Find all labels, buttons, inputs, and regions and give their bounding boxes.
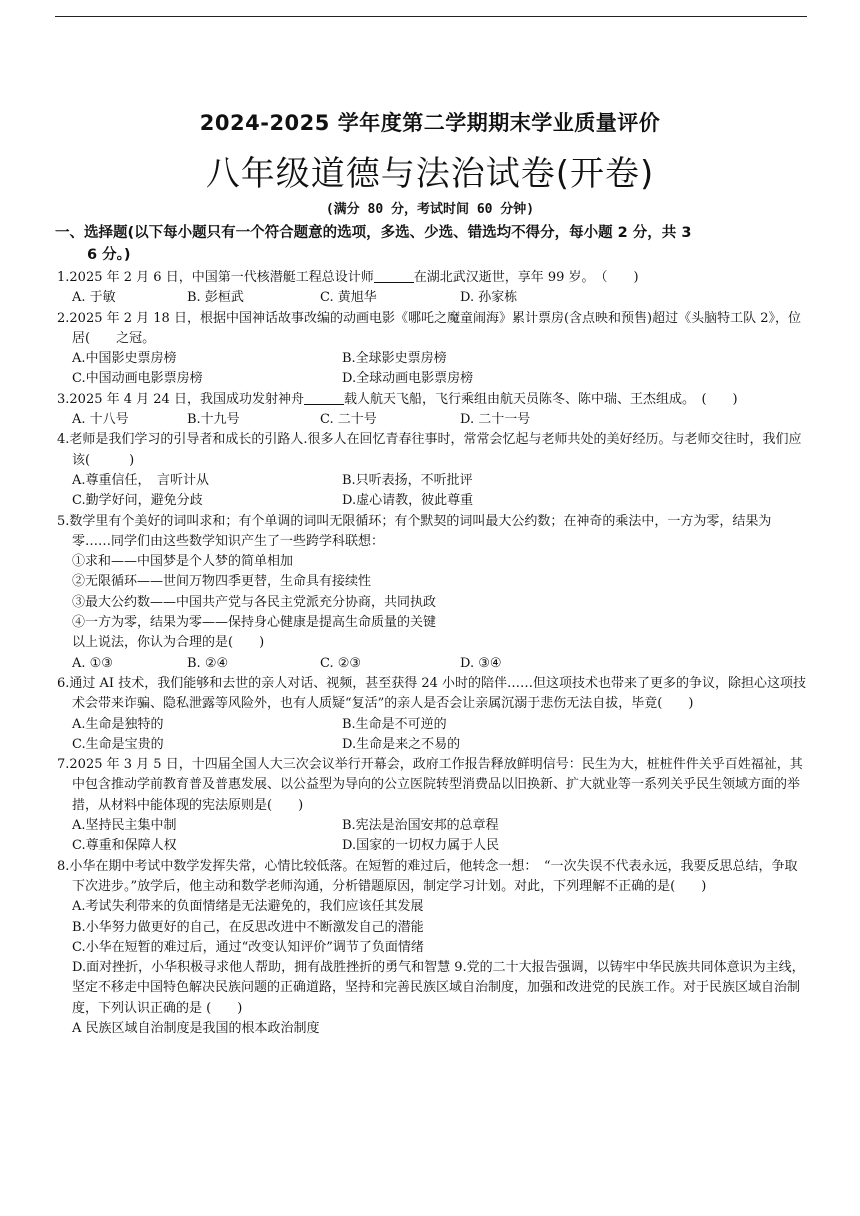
option-grid [57,471,807,512]
option-b: B.生命是不可逆的 [342,716,447,732]
exam-paper-title: 八年级道德与法治试卷(开卷) [205,154,655,194]
option-c: C.尊重和保障人权 [72,838,177,854]
answer-blank [304,391,344,405]
option-c: C.勤学好问，避免分歧 [72,493,203,509]
question-stem: 1.2025 年 2 月 6 日，中国第一代核潜艇工程总设计师 在湖北武汉逝世，享年 99 岁。 （ ) [57,270,639,285]
option-a: A. 十八号 [72,412,129,428]
option-c: C.中国动画电影票房榜 [72,371,203,387]
question-3 [57,390,807,431]
question-5 [57,512,807,674]
option-c: C.小华在短暂的难过后，通过“改变认知评价”调节了负面情绪 [72,939,424,955]
question-stem: 3.2025 年 4 月 24 日，我国成功发射神舟 载人航天飞船，飞行乘组由航天员陈冬、陈中瑞、王杰组成。 ( ) [57,391,738,407]
option-row [57,288,807,308]
option-row [57,410,807,430]
statement-item: ②无限循环——世间万物四季更替，生命具有接续性 [72,574,372,590]
option-a: A. 于敏 [72,290,116,306]
option-a: A.中国影史票房榜 [72,351,177,367]
section-heading-line1: 一、选择题(以下每小题只有一个符合题意的选项，多选、少选、错选均不得分，每小题 2 分，共 3 [55,225,692,241]
question-2 [57,309,807,390]
question-4 [57,430,807,511]
option-grid [57,349,807,390]
question-stem: 6.通过 AI 技术，我们能够和去世的亲人对话、视频，甚至获得 24 小时的陪伴……但这项技术也带来了更多的争议，除担心这项技术会带来诈骗、隐私泄露等风险外，也有人质疑“复活”的亲人是否会让亲属沉溺于悲伤无法自拔，毕竟( ) [57,675,806,712]
option-d: D.生命是来之不易的 [342,736,461,752]
question-6 [57,674,807,755]
question-stem: 4.老师是我们学习的引导者和成长的引路人.很多人在回忆青春往事时，常常会忆起与老师共处的美好经历。与老师交往时，我们应该( ) [57,432,802,468]
question-8 [57,857,807,1040]
option-c: C. ②③ [320,655,362,671]
option-c: C. 二十号 [320,412,377,428]
option-b: B. 彭桓武 [187,290,244,306]
option-d: D.国家的一切权力属于人民 [342,838,500,854]
option-grid [57,715,807,756]
option-b: B.全球影史票房榜 [342,351,447,367]
option-row [57,654,807,674]
option-grid [57,816,807,857]
question-stem: 2.2025 年 2 月 18 日，根据中国神话故事改编的动画电影《哪吒之魔童闹海》累计票房(含点映和预售)超过《头脑特工队 2》，位居( 之冠。 [57,310,802,346]
statement-item: ①求和——中国梦是个人梦的简单相加 [72,554,294,570]
top-rule [55,16,807,17]
statement-item: ③最大公约数——中国共产党与各民主党派充分协商，共同执政 [72,594,437,610]
option-c: C.生命是宝贵的 [72,736,164,752]
section-heading-line2: 6 分。) [87,247,131,263]
option-d: D.面对挫折，小华积极寻求他人帮助，拥有战胜挫折的勇气和智慧 9.党的二十大报告强调，以铸牢中华民族共同体意识为主线，坚定不移走中国特色解决民族问题的正确道路，坚持和完善民族区域自治制度，加强和改进党的民族工作。对于民族区域自治制度，下列认识正确的是 ( ) [72,960,805,1016]
exam-term-title: 2024-2025 学年度第二学期期末学业质量评价 [199,111,661,135]
option-a: A.考试失利带来的负面情绪是无法避免的，我们应该任其发展 [72,899,424,915]
option-a: A.尊重信任， 言听计从 [72,472,210,488]
option-a: A.坚持民主集中制 [72,818,177,834]
question-prompt: 以上说法，你认为合理的是( ) [72,635,265,651]
option-a: A. ①③ [72,655,113,671]
option-c: C. 黄旭华 [320,290,377,306]
answer-blank [374,269,414,283]
option-b: B.宪法是治国安邦的总章程 [342,818,499,834]
option-a-q9: A 民族区域自治制度是我国的根本政治制度 [72,1020,320,1036]
option-d: D.虚心请教，彼此尊重 [342,493,474,509]
question-list [57,268,807,1039]
option-b: B.只听表扬，不听批评 [342,472,473,488]
question-stem: 7.2025 年 3 月 5 日，十四届全国人大三次会议举行开幕会，政府工作报告释放鲜明信号：民生为大，桩桩件件关乎百姓福祉，其中包含推动学前教育普及普惠发展、以公益型为导向的公立医院转型消费品以旧换新、扩大就业等一系列关乎民生领域方面的举措，从材料中能体现的宪法原则是( ) [57,757,803,813]
option-d: D. 孙家栋 [460,290,518,306]
statement-item: ④一方为零，结果为零——保持身心健康是提高生命质量的关键 [72,615,437,631]
option-b: B.十九号 [187,412,240,428]
option-d: D. 二十一号 [460,412,531,428]
question-stem: 8.小华在期中考试中数学发挥失常，心情比较低落。在短暂的难过后，他转念一想： “一次失误不代表永远，我要反思总结，争取下次进步。”放学后，他主动和数学老师沟通，分析错题原因，制定学习计划。对此，下列理解不正确的是( ) [57,858,798,894]
option-d: D.全球动画电影票房榜 [342,371,474,387]
option-d: D. ③④ [460,655,502,671]
question-7 [57,755,807,856]
option-b: B.小华努力做更好的自己，在反思改进中不断激发自己的潜能 [72,919,424,935]
option-a: A.生命是独特的 [72,716,164,732]
question-stem: 5.数学里有个美好的词叫求和；有个单调的词叫无限循环；有个默契的词叫最大公约数；在神奇的乘法中，一方为零，结果为零……同学们由这些数学知识产生了一些跨学科联想： [57,513,772,549]
question-1 [57,268,807,309]
exam-score-time: (满分 80 分，考试时间 60 分钟) [325,202,535,217]
option-b: B. ②④ [187,655,229,671]
section-heading [55,222,807,266]
